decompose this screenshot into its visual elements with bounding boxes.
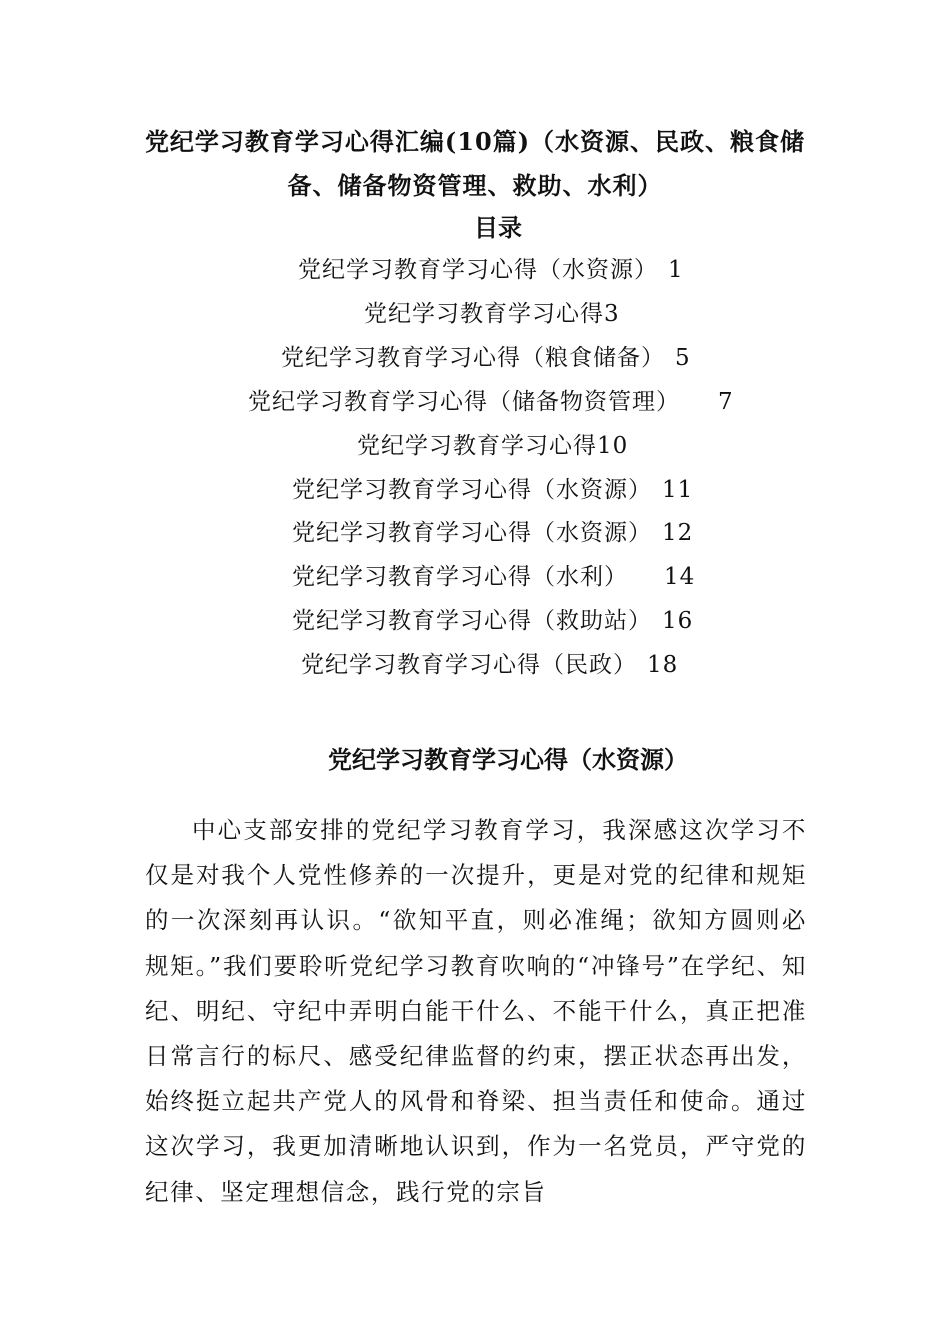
toc-entry-label: 党纪学习教育学习心得（水资源）	[292, 477, 652, 503]
toc-entry-page: 14	[664, 564, 696, 590]
document-title: 党纪学习教育学习心得汇编(10篇)（水资源、民政、粮食储备、储备物资管理、救助、水利）	[144, 127, 806, 200]
toc-entry-page: 11	[662, 477, 694, 503]
toc-heading: 目录	[474, 213, 522, 242]
toc-entry-page: 10	[597, 433, 629, 459]
toc-entry-page: 18	[647, 652, 679, 678]
toc-entry-label: 党纪学习教育学习心得（储备物资管理）	[248, 389, 680, 415]
body-paragraph: 中心支部安排的党纪学习教育学习，我深感这次学习不仅是对我个人党性修养的一次提升，更是对党的纪律和规矩的一次深刻再认识。“欲知平直，则必准绳；欲知方圆则必规矩。”我们要聆听党纪学习教育吹响的“冲锋号”在学纪、知纪、明纪、守纪中弄明白能干什么、不能干什么，真正把准日常言行的标尺、感受纪律监督的约束，摆正状态再出发，始终挺立起共产党人的风骨和脊梁、担当责任和使命。通过这次学习，我更加清晰地认识到，作为一名党员，严守党的纪律、坚定理想信念，践行党的宗旨	[145, 816, 807, 1206]
toc-entry-page: 5	[675, 345, 691, 371]
toc-entry-page: 1	[668, 257, 684, 283]
toc-entry-label: 党纪学习教育学习心得（救助站）	[292, 608, 652, 634]
toc-entry[interactable]	[292, 601, 693, 641]
toc-entry[interactable]	[292, 470, 693, 510]
toc-entry[interactable]	[298, 250, 684, 290]
toc-entry-label: 党纪学习教育学习心得	[357, 433, 597, 459]
toc-entry[interactable]	[292, 557, 695, 597]
toc-entry-label: 党纪学习教育学习心得（民政）	[301, 652, 637, 678]
toc-entry-page: 3	[604, 301, 620, 327]
toc-entry-page: 12	[662, 520, 694, 546]
toc-entry[interactable]	[357, 426, 628, 466]
toc-entry[interactable]	[364, 294, 620, 334]
toc-entry[interactable]	[281, 338, 691, 378]
section-title: 党纪学习教育学习心得（水资源）	[328, 745, 688, 774]
toc-entry[interactable]	[292, 513, 693, 553]
toc-entry-label: 党纪学习教育学习心得	[364, 301, 604, 327]
toc-entry-page: 16	[662, 608, 694, 634]
toc-entry[interactable]	[301, 645, 678, 685]
toc-entry-label: 党纪学习教育学习心得（水利）	[292, 564, 628, 590]
toc-entry[interactable]	[248, 382, 734, 422]
toc-entry-page: 7	[718, 389, 734, 415]
toc-entry-label: 党纪学习教育学习心得（水资源）	[298, 257, 658, 283]
toc-entry-label: 党纪学习教育学习心得（粮食储备）	[281, 345, 665, 371]
toc-entry-label: 党纪学习教育学习心得（水资源）	[292, 520, 652, 546]
